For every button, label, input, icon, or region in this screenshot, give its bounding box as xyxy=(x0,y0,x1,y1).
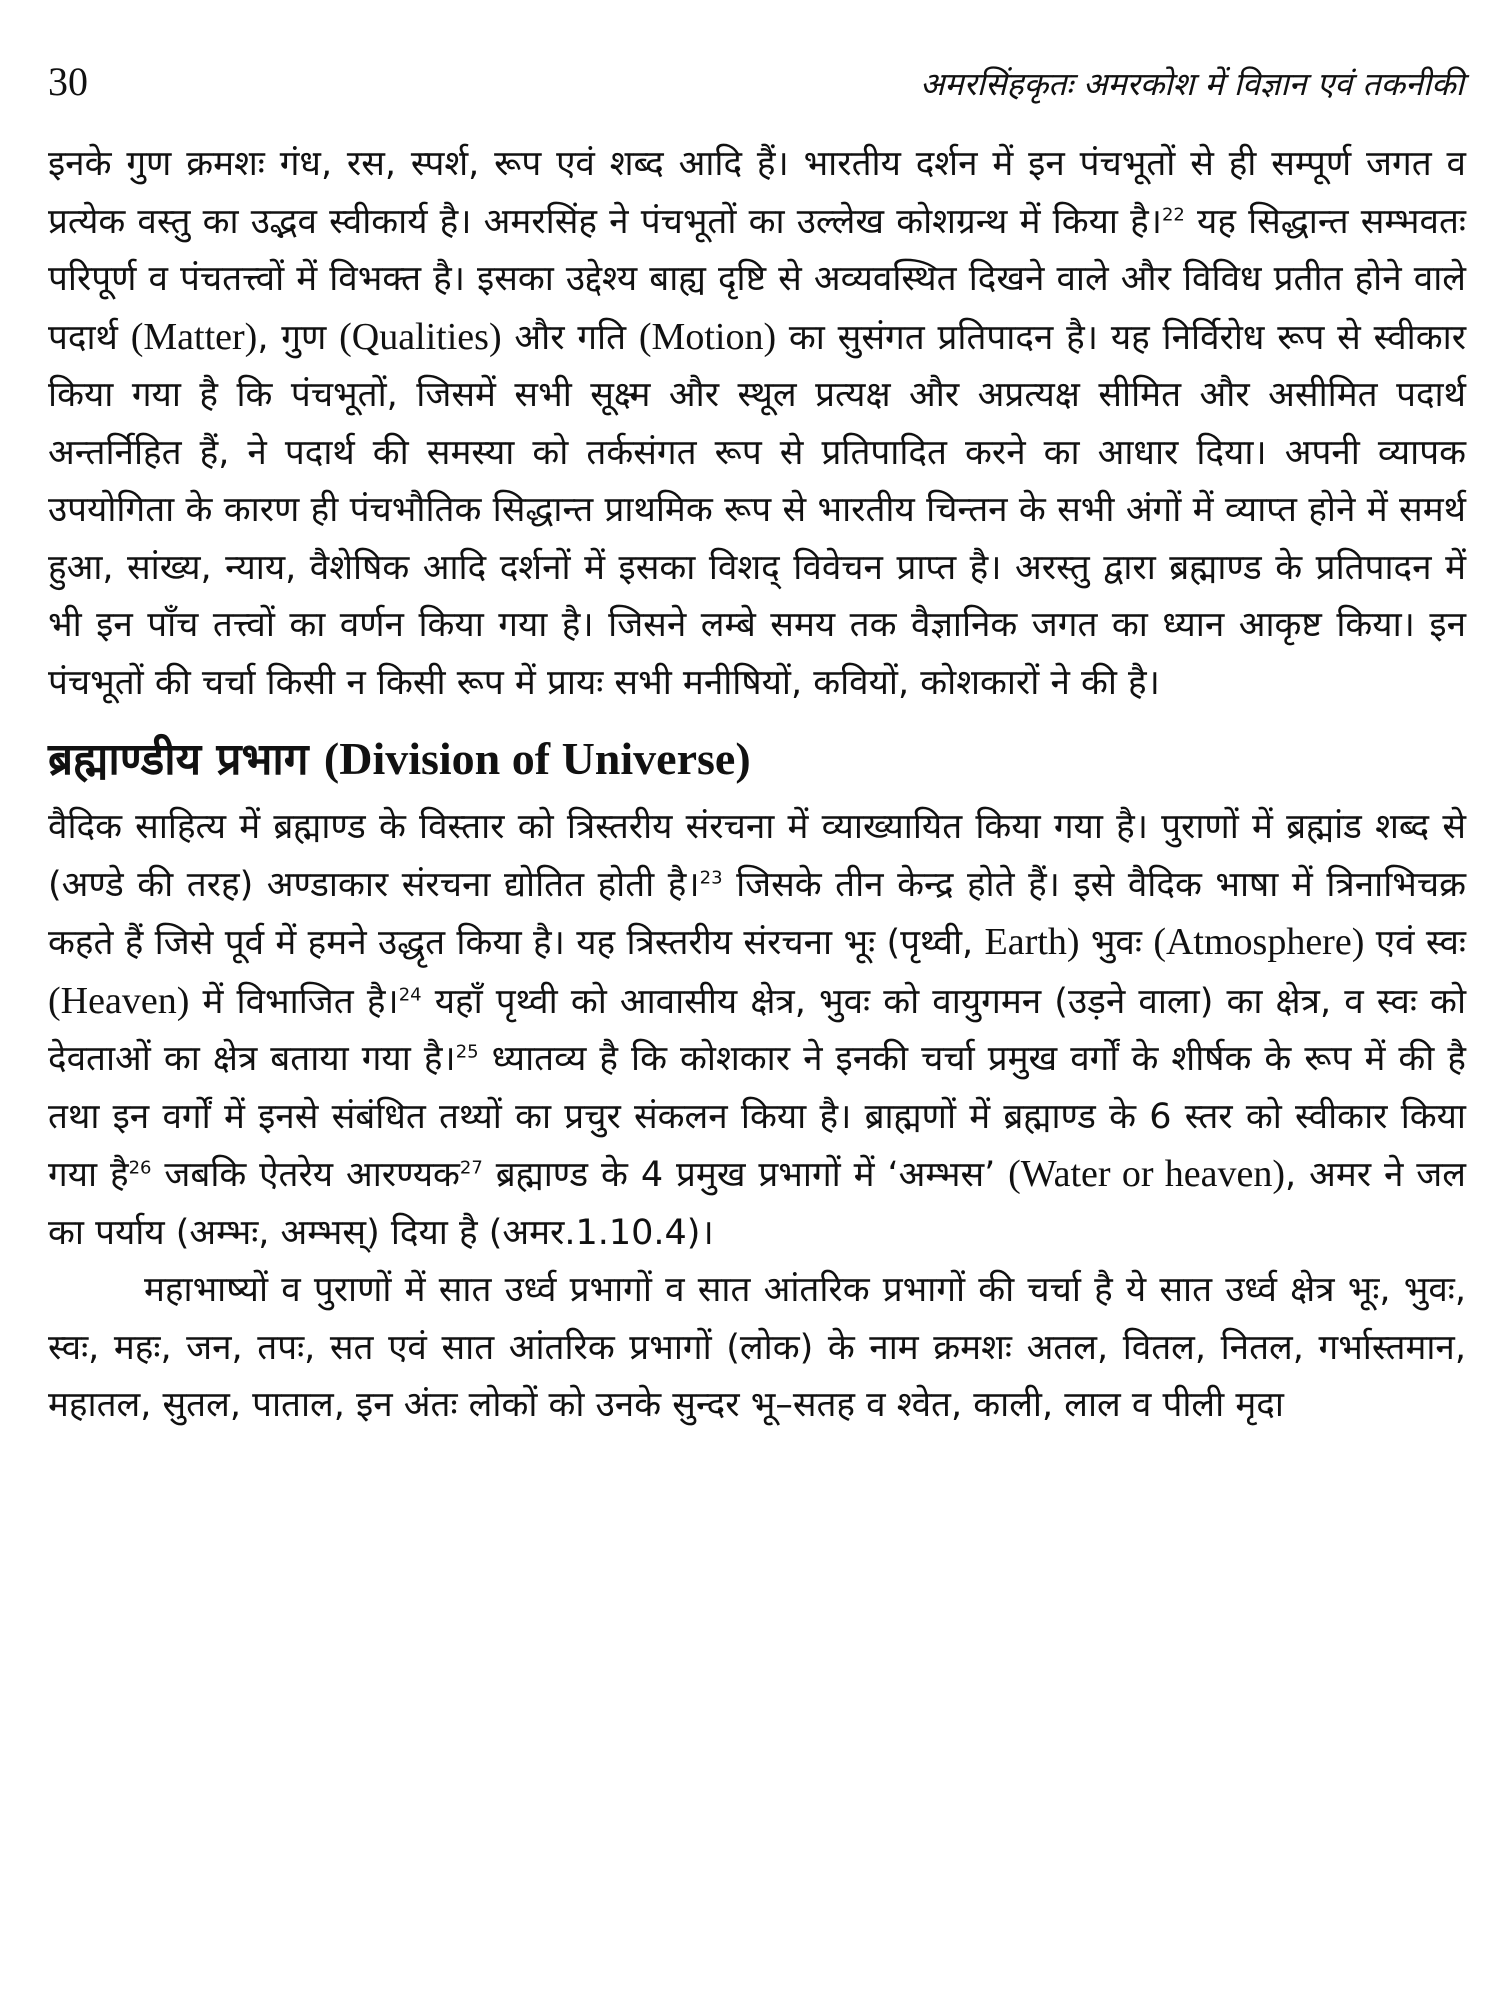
english-term: (Matter) xyxy=(130,315,258,358)
section-heading xyxy=(48,722,1466,797)
english-term: Earth) xyxy=(984,921,1080,963)
text-run: इनके गुण क्रमशः गंध, रस, स्पर्श, रूप एवं शब्द आदि हैं। भारतीय दर्शन में इन पंचभूतों से ही सम्पूर्ण जगत व प्रत्येक वस्तु का उद्भव स्वीकार्य है। अमरसिंह ने पंचभूतों का उल्लेख कोशग्रन्थ में किया है। xyxy=(48,144,1466,242)
text-run: , अमर ने जल का पर्याय (अम्भः, अम्भस्) दिया है (अमर.1.10.4)। xyxy=(48,1155,1466,1253)
page-number: 30 xyxy=(48,59,88,104)
page-header xyxy=(48,58,1464,110)
text-run: वैदिक साहित्य में ब्रह्माण्ड के विस्तार को त्रिस्तरीय संरचना में व्याख्यायित किया गया है। पुराणों में ब्रह्मांड शब्द से (अण्डे की तरह) अण्डाकार संरचना द्योतित होती है। xyxy=(48,807,1466,905)
text-run: का सुसंगत प्रतिपादन है। यह निर्विरोध रूप से स्वीकार किया गया है कि पंचभूतों, जिसमें सभी सूक्ष्म और स्थूल प्रत्यक्ष और अप्रत्यक्ष सीमित और असीमित पदार्थ अन्तर्निहित हैं, ने पदार्थ की समस्या को तर्कसंगत रूप से प्रतिपादित करने का आधार दिया। अपनी व्यापक उपयोगिता के कारण ही पंचभौतिक सिद्धान्त प्राथमिक रूप से भारतीय चिन्तन के सभी अंगों में व्याप्त होने में समर्थ हुआ, सांख्य, न्याय, वैशेषिक आदि दर्शनों में इसका विशद् विवेचन प्राप्त है। अरस्तु द्वारा ब्रह्माण्ड के प्रतिपादन में भी इन पाँच तत्त्वों का वर्णन किया गया है। जिसने लम्बे समय तक वैज्ञानिक जगत का ध्यान आकृष्ट किया। इन पंचभूतों की चर्चा किसी न किसी रूप में प्रायः सभी मनीषियों, कवियों, कोशकारों ने की है। xyxy=(48,317,1467,703)
paragraph-seven-lokas: महाभाष्यों व पुराणों में सात उर्ध्व प्रभागों व सात आंतरिक प्रभागों की चर्चा है ये सात उर्ध्व क्षेत्र भूः, भुवः, स्वः, महः, जन, तपः, सत एवं सात आंतरिक प्रभागों (लोक) के नाम क्रमशः अतल, वितल, नितल, गर्भास्तमान, महातल, सुतल, पाताल, इन अंतः लोकों को उनके सुन्दर भू–सतह व श्वेत, काली, लाल व पीली मृदा xyxy=(48,1270,1466,1425)
footnote-ref-26: 26 xyxy=(128,1157,152,1179)
footnote-ref-22: 22 xyxy=(1161,203,1185,225)
english-term: (Water or heaven) xyxy=(1008,1153,1286,1195)
text-run: , गुण xyxy=(257,317,340,358)
english-term: (Atmosphere) xyxy=(1153,921,1365,963)
text-run: जबकि ऐतरेय आरण्यक xyxy=(151,1155,460,1195)
page-body xyxy=(48,136,1466,1435)
footnote-ref-24: 24 xyxy=(398,983,422,1005)
section-heading-hindi: ब्रह्माण्डीय प्रभाग xyxy=(48,734,309,785)
running-title: अमरसिंहकृतः अमरकोश में विज्ञान एवं तकनीकी xyxy=(919,65,1464,103)
paragraph-universe-division xyxy=(48,799,1466,1262)
english-term: (Motion) xyxy=(638,315,777,358)
footnote-ref-27: 27 xyxy=(459,1157,483,1179)
text-run: ब्रह्माण्ड के 4 प्रमुख प्रभागों में ‘अम्भस’ xyxy=(482,1155,1009,1195)
text-run: भुवः xyxy=(1079,923,1154,963)
text-run: यहाँ पृथ्वी को आवासीय क्षेत्र, भुवः को वायुगमन (उड़ने वाला) का क्षेत्र, व स्वः को देवताओं का क्षेत्र बताया गया है। xyxy=(48,981,1467,1079)
footnote-ref-25: 25 xyxy=(455,1041,479,1063)
footnote-ref-23: 23 xyxy=(699,866,723,888)
text-run: जिसके तीन केन्द्र होते हैं। इसे वैदिक भाषा में त्रिनाभिचक्र कहते हैं जिसे पूर्व में हमने उद्धृत किया है। यह त्रिस्तरीय संरचना भूः (पृथ्वी, xyxy=(48,864,1466,963)
text-run: यह सिद्धान्त सम्भवतः परिपूर्ण व पंचतत्त्वों में विभक्त है। इसका उद्देश्य बाह्य दृष्टि से अव्यवस्थित दिखने वाले और विविध प्रतीत होने वाले पदार्थ xyxy=(48,201,1466,358)
paragraph-panchbhoot xyxy=(48,136,1466,712)
english-term: (Heaven) xyxy=(48,979,190,1022)
text-run: और गति xyxy=(501,317,639,358)
english-term: (Qualities) xyxy=(339,315,502,358)
text-run: ध्यातव्य है कि कोशकार ने इनकी चर्चा प्रमुख वर्गों के शीर्षक के रूप में की है तथा इन वर्गों में इनसे संबंधित तथ्यों का प्रचुर संकलन किया है। ब्राह्मणों में ब्रह्माण्ड के 6 स्तर को स्वीकार किया गया है xyxy=(48,1039,1466,1195)
text-run: में विभाजित है। xyxy=(189,981,399,1022)
text-run: एवं स्वः xyxy=(1364,923,1467,963)
section-heading-english: (Division of Universe) xyxy=(323,733,751,784)
